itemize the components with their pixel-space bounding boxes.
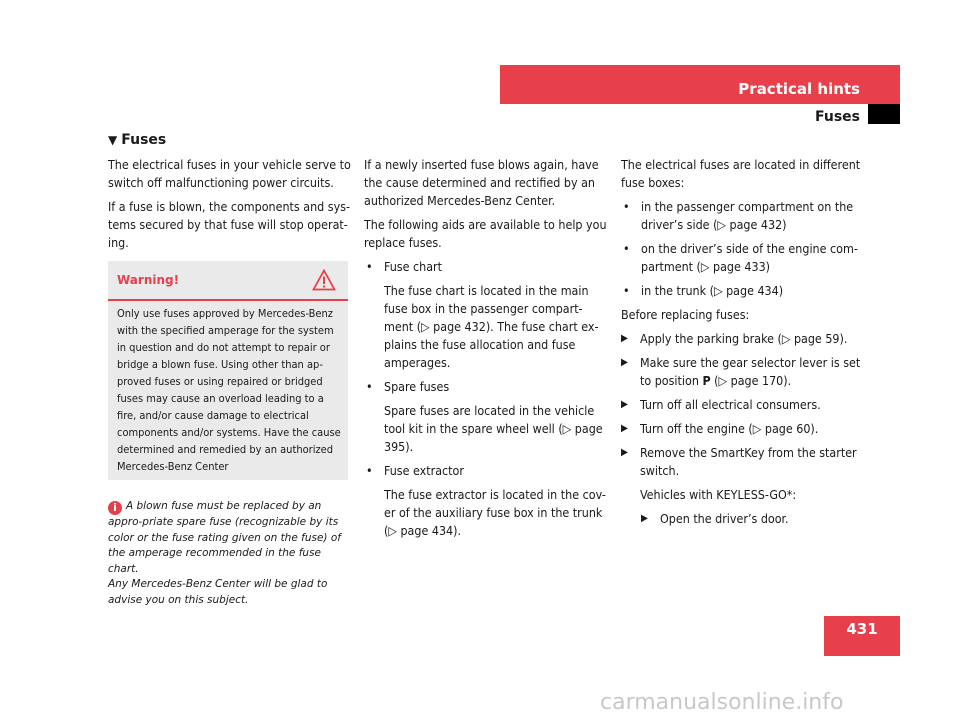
keyless-note: Vehicles with KEYLESS-GO*:	[640, 487, 797, 502]
bullet-icon: •	[366, 259, 373, 274]
paragraph: The electrical fuses in your vehicle serve to switch off malfunctioning power circuits.	[108, 157, 351, 190]
column-3	[621, 156, 866, 534]
step-text: Turn off the engine (▷ page 60).	[640, 421, 819, 436]
paragraph: Before replacing fuses:	[621, 307, 750, 322]
bullet-icon: •	[623, 283, 630, 298]
location-item	[621, 282, 866, 300]
step-arrow-icon: ▶	[621, 399, 628, 410]
location-text: in the passenger compartment on the driver’s side (▷ page 432)	[641, 199, 854, 232]
step-text: Turn off all electrical consumers.	[640, 397, 821, 412]
info-note	[108, 499, 353, 608]
header-subsection-title: Fuses	[815, 109, 860, 125]
list-item	[364, 462, 609, 480]
info-text: A blown fuse must be replaced by an appro-priate spare fuse (recognizable by its color or the fuse rating given on the fuse) of the amperage recommended in the fuse chart.	[108, 500, 341, 575]
step-item	[621, 420, 866, 438]
paragraph: The following aids are available to help you replace fuses.	[364, 217, 607, 250]
location-item	[621, 198, 866, 234]
list-item-description: Spare fuses are located in the vehicle tool kit in the spare wheel well (▷ page 395).	[384, 403, 603, 454]
page-number: 431	[846, 620, 878, 638]
step-arrow-icon: ▶	[641, 513, 648, 524]
watermark: carmanualsonline.info	[600, 690, 844, 715]
step-item	[621, 396, 866, 414]
list-item-label: Fuse chart	[384, 259, 442, 274]
list-item-label: Spare fuses	[384, 379, 450, 394]
column-1	[108, 156, 353, 258]
bullet-icon: •	[623, 199, 630, 214]
location-item	[621, 240, 866, 276]
step-item	[621, 354, 866, 390]
step-text: Remove the SmartKey from the starter switch.	[640, 445, 857, 478]
warning-box	[108, 261, 348, 480]
list-item-description: The fuse chart is located in the main fuse box in the passenger compart-ment (▷ page 432). The fuse chart ex-plains the fuse allocation and fuse amperages.	[384, 283, 599, 370]
warning-text: Only use fuses approved by Mercedes-Benz with the specified amperage for the system in question and do not attempt to repair or bridge a blown fuse. Using other than ap-proved fuses or using repaired or bridged fuses may cause an overload leading to a fire, and/or cause damage to electrical components and/or systems. Have the cause determined and remedied by an authorized Mercedes-Benz Center	[117, 307, 341, 473]
column-2	[364, 156, 609, 546]
list-item	[364, 378, 609, 396]
step-arrow-icon: ▶	[621, 423, 628, 434]
warning-header	[108, 261, 348, 301]
step-text: Apply the parking brake (▷ page 59).	[640, 331, 848, 346]
step-arrow-icon: ▶	[621, 333, 628, 344]
paragraph: The electrical fuses are located in different fuse boxes:	[621, 157, 861, 190]
location-text: in the trunk (▷ page 434)	[641, 283, 784, 298]
paragraph: If a newly inserted fuse blows again, have the cause determined and rectified by an authorized Mercedes-Benz Center.	[364, 157, 599, 208]
warning-title: Warning!	[117, 273, 180, 287]
bullet-icon: •	[366, 463, 373, 478]
list-item-label: Fuse extractor	[384, 463, 464, 478]
location-text: on the driver’s side of the engine com-partment (▷ page 433)	[641, 241, 858, 274]
step-arrow-icon: ▶	[621, 447, 628, 458]
section-title-text: Fuses	[121, 132, 167, 148]
triangle-down-icon: ▼	[108, 133, 118, 147]
step-item	[621, 330, 866, 348]
step-arrow-icon: ▶	[621, 357, 628, 368]
gear-position: P	[702, 373, 711, 388]
warning-triangle-icon	[312, 269, 336, 291]
step-text: Open the driver’s door.	[660, 511, 789, 526]
section-title	[108, 132, 166, 148]
bullet-icon: •	[366, 379, 373, 394]
info-text-2: Any Mercedes-Benz Center will be glad to advise you on this subject.	[108, 578, 328, 606]
sub-step-item	[621, 510, 866, 528]
header-section-title: Practical hints	[738, 80, 860, 98]
step-text-tail: (▷ page 170).	[710, 373, 792, 388]
info-icon: i	[108, 501, 122, 515]
step-text: Make sure the gear selector lever is set to position	[640, 355, 861, 388]
list-item-description: The fuse extractor is located in the cov-er of the auxiliary fuse box in the trunk (▷ page 434).	[384, 487, 606, 538]
header-tab-marker	[868, 104, 900, 124]
paragraph: If a fuse is blown, the components and sys-tems secured by that fuse will stop operat-ing.	[108, 199, 351, 250]
bullet-icon: •	[623, 241, 630, 256]
step-item	[621, 444, 866, 480]
list-item	[364, 258, 609, 276]
